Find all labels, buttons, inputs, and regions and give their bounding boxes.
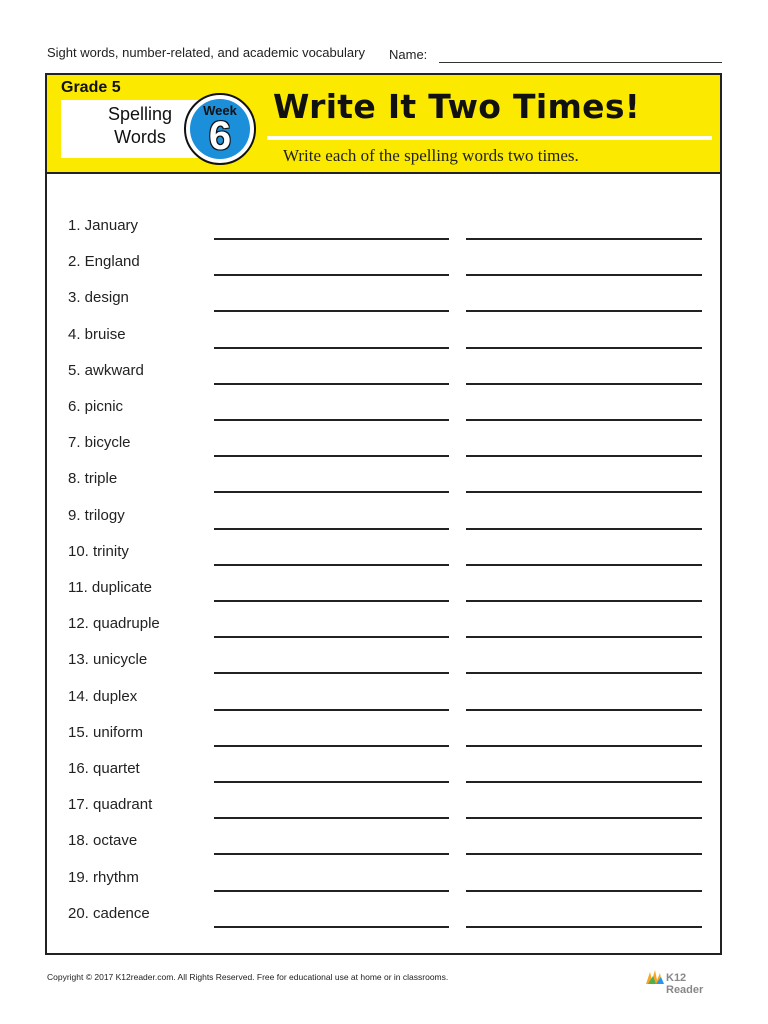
write-line-first[interactable] (214, 491, 449, 493)
spelling-label: Spelling (107, 104, 173, 124)
word-row (47, 432, 720, 468)
write-line-second[interactable] (466, 564, 702, 566)
spelling-word: 19. rhythm (68, 868, 139, 886)
word-row (47, 215, 720, 251)
spelling-word: 11. duplicate (68, 579, 152, 596)
write-line-first[interactable] (214, 817, 449, 819)
write-line-second[interactable] (466, 709, 702, 711)
write-line-second[interactable] (466, 853, 702, 855)
spelling-word: 15. uniform (68, 723, 144, 741)
write-line-second[interactable] (466, 528, 702, 530)
write-line-first[interactable] (214, 781, 449, 783)
write-line-first[interactable] (214, 274, 449, 276)
write-line-second[interactable] (466, 383, 702, 385)
spelling-word: 3. design (68, 289, 129, 307)
worksheet-subtitle: Sight words, number-related, and academic vocabulary (47, 45, 365, 60)
write-line-second[interactable] (466, 672, 702, 674)
write-line-second[interactable] (466, 890, 702, 892)
word-row (47, 794, 720, 830)
spelling-word: 17. quadrant (68, 796, 153, 814)
spelling-word: 10. trinity (68, 542, 129, 560)
spelling-word: 9. trilogy (68, 506, 125, 524)
week-badge (184, 93, 256, 165)
write-line-second[interactable] (466, 310, 702, 312)
week-circle (190, 99, 250, 159)
spelling-word: 13. unicycle (68, 651, 148, 669)
spelling-word: 20. cadence (68, 904, 150, 922)
word-row (47, 613, 720, 649)
spelling-words-label (85, 103, 195, 149)
spelling-word: 4. bruise (68, 325, 126, 343)
write-line-first[interactable] (214, 347, 449, 349)
write-line-first[interactable] (214, 238, 449, 240)
word-row (47, 360, 720, 396)
write-line-first[interactable] (214, 564, 449, 566)
write-line-second[interactable] (466, 926, 702, 928)
top-line (47, 44, 722, 64)
word-row (47, 577, 720, 613)
word-row (47, 541, 720, 577)
name-field[interactable] (439, 62, 722, 63)
write-line-second[interactable] (466, 600, 702, 602)
spelling-word: 8. triple (68, 470, 118, 488)
week-label: Week (203, 103, 237, 118)
word-row (47, 722, 720, 758)
spelling-word: 12. quadruple (68, 615, 160, 633)
write-line-first[interactable] (214, 926, 449, 928)
logo-icon (644, 968, 666, 986)
write-line-second[interactable] (466, 636, 702, 638)
spelling-word: 7. bicycle (68, 434, 131, 452)
spelling-word: 16. quartet (68, 760, 140, 777)
word-row (47, 686, 720, 722)
write-line-second[interactable] (466, 274, 702, 276)
write-line-first[interactable] (214, 383, 449, 385)
write-line-second[interactable] (466, 491, 702, 493)
word-row (47, 396, 720, 432)
write-line-second[interactable] (466, 347, 702, 349)
word-row (47, 649, 720, 685)
write-line-first[interactable] (214, 745, 449, 747)
write-line-second[interactable] (466, 419, 702, 421)
write-line-first[interactable] (214, 600, 449, 602)
word-row (47, 758, 720, 794)
grade-label: Grade 5 (61, 79, 121, 96)
word-row (47, 867, 720, 903)
write-line-second[interactable] (466, 781, 702, 783)
write-line-second[interactable] (466, 745, 702, 747)
week-number: 6 (208, 114, 232, 158)
title-underline-bar (267, 136, 712, 140)
name-label: Name: (389, 47, 428, 62)
copyright-footer: Copyright © 2017 K12reader.com. All Rights Reserved. Free for educational use at home or in classrooms. (47, 972, 449, 982)
word-row (47, 830, 720, 866)
spelling-word: 1. January (68, 217, 139, 234)
write-line-first[interactable] (214, 672, 449, 674)
write-line-first[interactable] (214, 455, 449, 457)
spelling-word: 18. octave (68, 832, 138, 850)
spelling-word: 14. duplex (68, 687, 138, 705)
spelling-word: 6. picnic (68, 398, 124, 415)
words-label: Words (114, 127, 166, 147)
word-row (47, 903, 720, 939)
spelling-word: 5. awkward (68, 361, 144, 379)
write-line-first[interactable] (214, 636, 449, 638)
write-line-second[interactable] (466, 455, 702, 457)
page-title: Write It Two Times! (273, 87, 641, 126)
worksheet-header (47, 75, 720, 174)
word-row (47, 251, 720, 287)
write-line-first[interactable] (214, 419, 449, 421)
write-line-first[interactable] (214, 709, 449, 711)
spelling-word: 2. England (68, 253, 140, 271)
write-line-first[interactable] (214, 528, 449, 530)
write-line-first[interactable] (214, 310, 449, 312)
worksheet-card (45, 73, 722, 955)
write-line-first[interactable] (214, 890, 449, 892)
word-row (47, 468, 720, 504)
word-row (47, 287, 720, 323)
write-line-second[interactable] (466, 817, 702, 819)
write-line-second[interactable] (466, 238, 702, 240)
write-line-first[interactable] (214, 853, 449, 855)
word-row (47, 324, 720, 360)
k12reader-logo (644, 968, 724, 996)
logo-text: K12 Reader (666, 972, 704, 996)
instructions: Write each of the spelling words two times. (283, 146, 579, 165)
word-row (47, 505, 720, 541)
